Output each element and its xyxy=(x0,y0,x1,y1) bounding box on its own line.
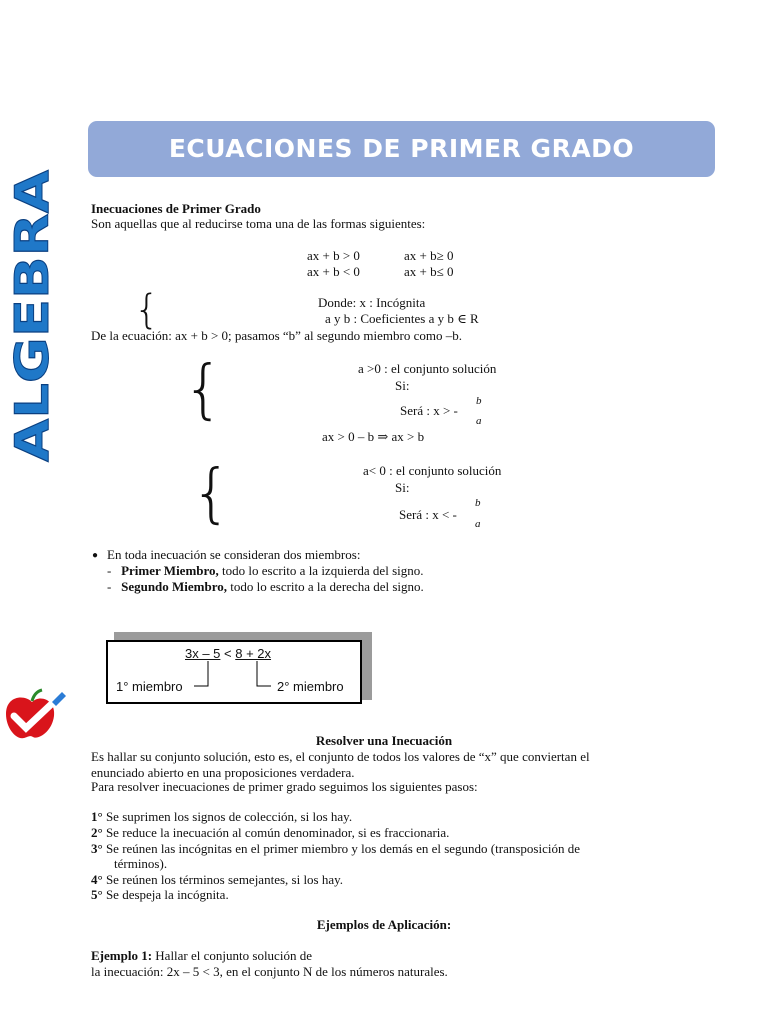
case-neg-condition: a< 0 : el conjunto solución xyxy=(363,463,502,478)
case-pos-result: ax > 0 – b ⇒ ax > b xyxy=(322,429,425,444)
diagram-first-member: 1° miembro xyxy=(116,679,183,694)
brace-icon: { xyxy=(183,353,224,427)
case-pos-sera: Será : x > - xyxy=(400,403,458,418)
brace-icon: { xyxy=(134,287,160,333)
examples-heading: Ejemplos de Aplicación: xyxy=(316,917,452,932)
diagram-inequality: 3x – 5 < 8 + 2x xyxy=(185,646,272,661)
case-pos-condition: a >0 : el conjunto solución xyxy=(358,361,497,376)
donde-label: Donde: x : Incógnita xyxy=(318,295,426,310)
step-3: 3° Se reúnen las incógnitas en el primer miembro y los demás en el segundo (transposición de xyxy=(91,841,580,856)
form-1: ax + b > 0 xyxy=(307,248,360,263)
donde-coef: a y b : Coeficientes a y b ∈ R xyxy=(325,311,479,326)
resolver-line-1: Es hallar su conjunto solución, esto es, el conjunto de todos los valores de “x” que conviertan el xyxy=(91,749,590,764)
member-second: - Segundo Miembro, todo lo escrito a la derecha del signo. xyxy=(107,579,424,594)
fraction-numerator: b xyxy=(476,395,482,407)
diagram-second-member: 2° miembro xyxy=(277,679,344,694)
brace-icon: { xyxy=(191,457,232,531)
bullet-icon: ● xyxy=(92,550,99,561)
member-first: - Primer Miembro, todo lo escrito a la izquierda del signo. xyxy=(107,563,424,578)
fraction-denominator: a xyxy=(475,518,481,530)
svg-text:ALGEBRA: ALGEBRA xyxy=(5,221,59,462)
step-1: 1° Se suprimen los signos de colección, si los hay. xyxy=(91,809,353,824)
step-2: 2° Se reduce la inecuación al común denominador, si es fraccionaria. xyxy=(91,825,450,840)
resolver-line-3: Para resolver inecuaciones de primer grado seguimos los siguientes pasos: xyxy=(91,779,478,794)
case-neg-si: Si: xyxy=(395,480,410,495)
example-1-line-2: la inecuación: 2x – 5 < 3, en el conjunto N de los números naturales. xyxy=(91,964,448,979)
fraction-numerator: b xyxy=(475,497,481,509)
example-1: Ejemplo 1: Hallar el conjunto solución de xyxy=(91,948,312,963)
case-neg-sera: Será : x < - xyxy=(399,507,457,522)
side-label-algebra xyxy=(5,168,59,464)
resolver-line-2: enunciado abierto en una proposiciones verdadera. xyxy=(91,765,355,780)
fraction-denominator: a xyxy=(476,415,482,427)
section-heading: Inecuaciones de Primer Grado xyxy=(91,201,261,216)
step-3-cont: términos). xyxy=(114,856,168,871)
form-2: ax + b≥ 0 xyxy=(404,248,454,263)
transpose-line: De la ecuación: ax + b > 0; pasamos “b” al segundo miembro como –b. xyxy=(91,328,462,343)
form-4: ax + b≤ 0 xyxy=(404,264,454,279)
intro-text: Son aquellas que al reducirse toma una de las formas siguientes: xyxy=(91,216,426,231)
resolver-heading: Resolver una Inecuación xyxy=(315,733,453,748)
members-intro: En toda inecuación se consideran dos miembros: xyxy=(107,547,361,562)
case-pos-si: Si: xyxy=(395,378,410,393)
page-title: ECUACIONES DE PRIMER GRADO xyxy=(168,134,635,163)
step-5: 5° Se despeja la incógnita. xyxy=(91,887,229,902)
step-4: 4° Se reúnen los términos semejantes, si los hay. xyxy=(91,872,344,887)
form-3: ax + b < 0 xyxy=(307,264,360,279)
